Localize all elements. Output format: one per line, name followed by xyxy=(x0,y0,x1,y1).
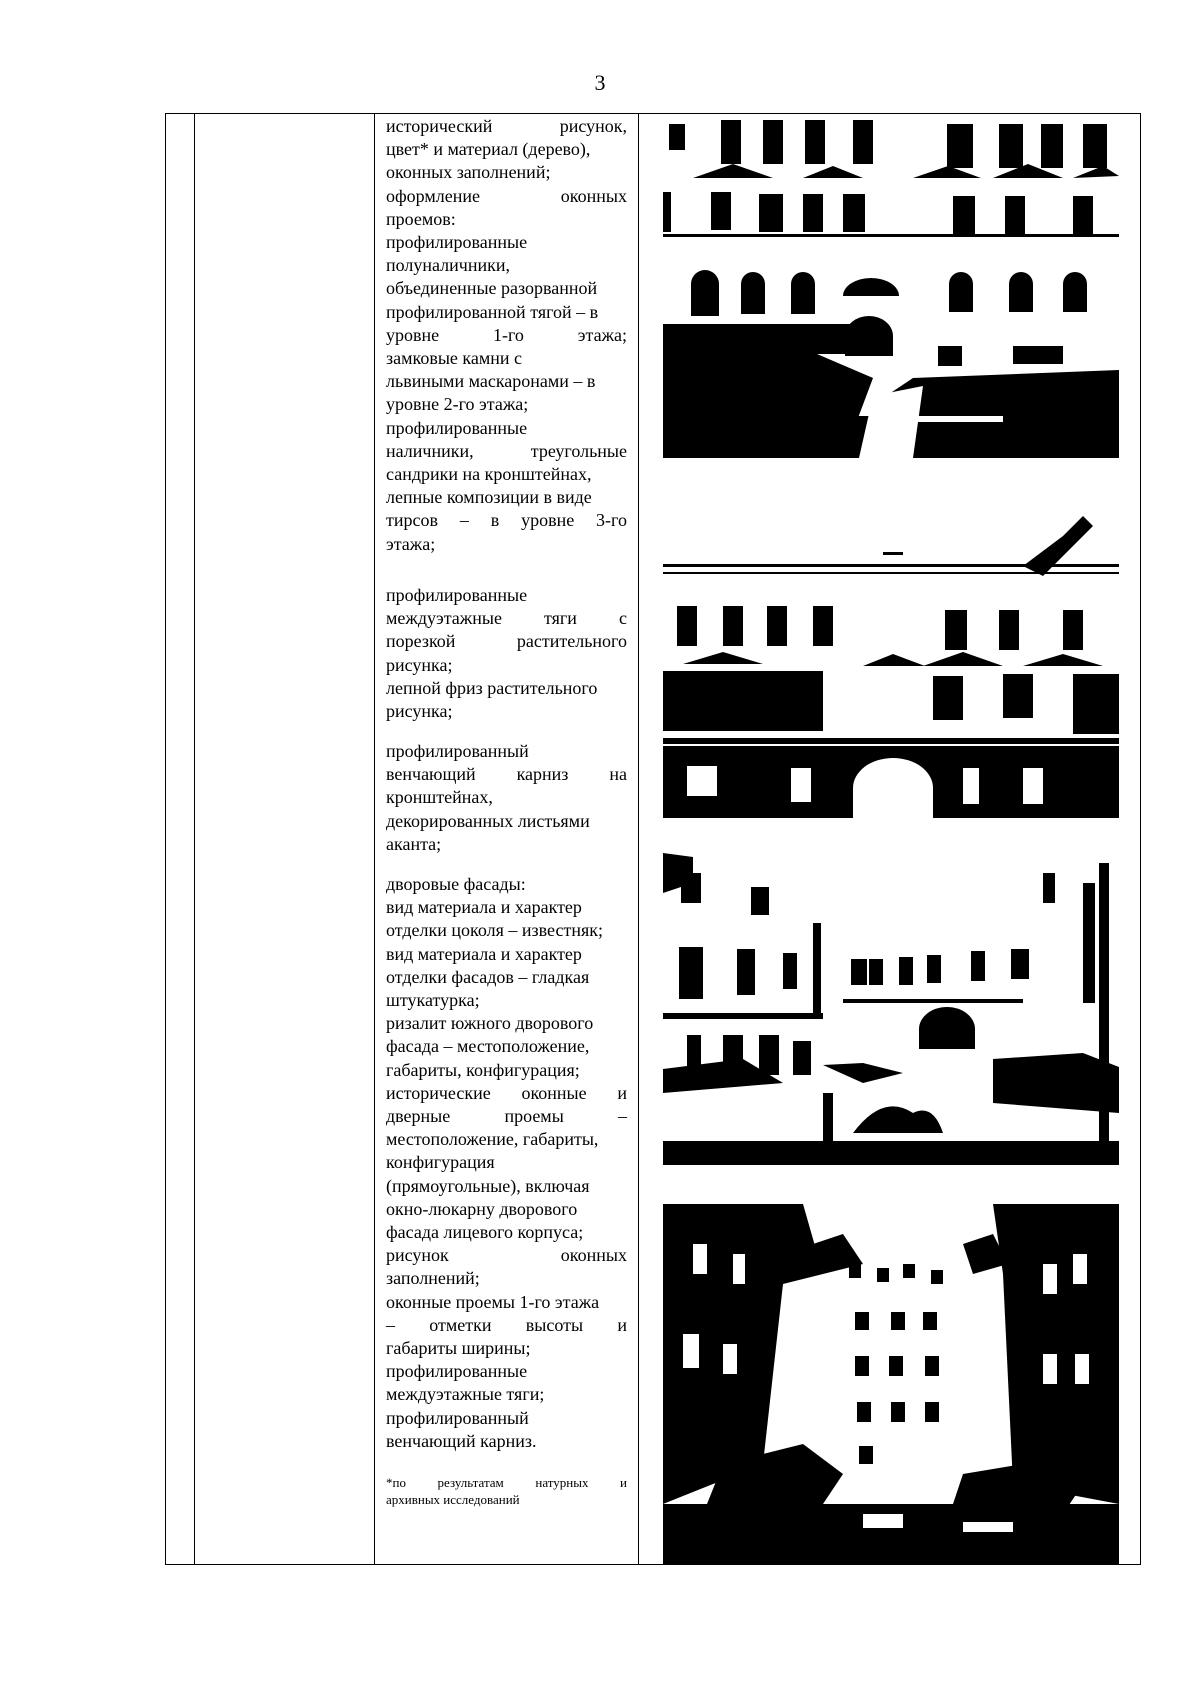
table-row xyxy=(166,114,1141,1565)
text-line: (прямоугольные), включая xyxy=(386,1175,590,1196)
text-line: конфигурация xyxy=(386,1152,495,1173)
text-line: вид материала и характер xyxy=(386,897,582,918)
text-line: венчающий карниз на xyxy=(386,764,627,785)
text-line: профилированные xyxy=(386,1361,528,1382)
text-line: лепной фриз растительного xyxy=(386,677,598,698)
text-line: окно-люкарну дворового xyxy=(386,1198,578,1219)
text-line: лепные композиции в виде xyxy=(386,487,592,508)
text-line: междуэтажные тяги; xyxy=(386,1384,545,1405)
text-line: отделки фасадов – гладкая xyxy=(386,966,590,987)
text-line: венчающий карниз. xyxy=(386,1430,537,1451)
courtyard-well-photo xyxy=(663,1204,1119,1564)
text-line: полуналичники, xyxy=(386,255,510,276)
text-line: профилированный xyxy=(386,741,529,761)
text-line: габариты, конфигурация; xyxy=(386,1059,580,1080)
footnote-line: *по результатам натурных и xyxy=(386,1475,627,1490)
text-line: профилированные xyxy=(386,232,528,253)
text-line: аканта; xyxy=(386,833,442,854)
text-line: местоположение, габариты, xyxy=(386,1129,599,1150)
text-line: кронштейнах, xyxy=(386,787,493,808)
facade-upper-floors-photo xyxy=(663,506,1119,818)
text-line: уровне 2-го этажа; xyxy=(386,394,529,415)
text-line: заполнений; xyxy=(386,1268,480,1289)
text-line: декорированных листьями xyxy=(386,810,590,831)
text-line: профилированный xyxy=(386,1407,529,1428)
text-line: проемов: xyxy=(386,208,456,229)
text-line: исторические оконные и xyxy=(386,1082,627,1103)
text-line: рисунка; xyxy=(386,701,453,722)
window-decoration-text xyxy=(375,115,637,556)
text-line: профилированной тягой – в xyxy=(386,301,599,322)
string-course-text xyxy=(375,584,637,723)
text-line: тирсов – в уровне 3-го xyxy=(386,510,627,531)
text-line: профилированные xyxy=(386,417,528,438)
photo-cell xyxy=(639,114,1141,1565)
text-line: ризалит южного дворового xyxy=(386,1013,594,1034)
text-line: исторический рисунок, xyxy=(386,116,627,136)
text-line: этажа; xyxy=(386,533,436,554)
text-line: штукатурка; xyxy=(386,990,480,1011)
courtyard-facade-photo xyxy=(663,853,1119,1165)
text-line: междуэтажные тяги с xyxy=(386,608,627,629)
page-number: 3 xyxy=(594,70,606,95)
text-line: дверные проемы – xyxy=(386,1106,627,1127)
text-line: фасада – местоположение, xyxy=(386,1036,590,1057)
text-line: рисунок оконных xyxy=(386,1245,627,1266)
text-line: отделки цоколя – известняк; xyxy=(386,920,603,941)
text-line: фасада лицевого корпуса; xyxy=(386,1222,584,1243)
text-line: замковые камни с xyxy=(386,348,523,369)
footnote-line: архивных исследований xyxy=(386,1492,520,1507)
text-line: дворовые фасады: xyxy=(386,874,526,894)
footnote xyxy=(375,1474,637,1508)
text-line: профилированные xyxy=(386,585,528,605)
text-line: оконные проемы 1-го этажа xyxy=(386,1291,600,1312)
text-line: рисунка; xyxy=(386,654,453,675)
text-line: уровне 1-го этажа; xyxy=(386,324,627,345)
number-cell xyxy=(166,114,195,1565)
text-line: оформление оконных xyxy=(386,185,627,206)
category-cell xyxy=(195,114,375,1565)
text-line: габариты ширины; xyxy=(386,1338,531,1359)
text-line: сандрики на кронштейнах, xyxy=(386,464,592,485)
text-line: наличники, треугольные xyxy=(386,440,627,461)
text-line: – отметки высоты и xyxy=(386,1314,627,1335)
text-line: цвет* и материал (дерево), xyxy=(386,139,591,160)
protected-elements-table xyxy=(165,113,1141,1565)
text-line: львиными маскаронами – в xyxy=(386,371,596,392)
text-line: объединенные разорванной xyxy=(386,278,598,299)
description-cell xyxy=(375,114,639,1565)
text-line: порезкой растительного xyxy=(386,631,627,652)
text-line: вид материала и характер xyxy=(386,943,582,964)
cornice-text xyxy=(375,740,637,856)
courtyard-facades-text xyxy=(375,873,637,1453)
text-line: оконных заполнений; xyxy=(386,162,551,183)
facade-lower-floors-photo xyxy=(663,116,1119,458)
